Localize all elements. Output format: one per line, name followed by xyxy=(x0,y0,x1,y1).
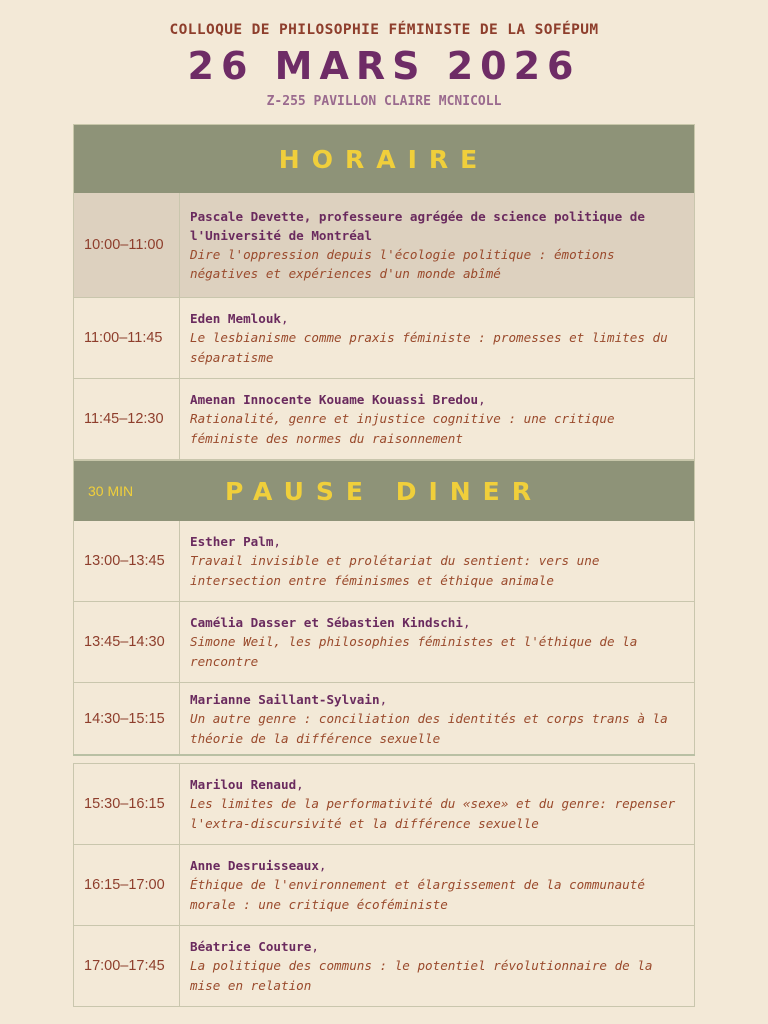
speaker-comma: , xyxy=(311,939,319,954)
event-kicker: COLLOQUE DE PHILOSOPHIE FÉMINISTE DE LA SOFÉPUM xyxy=(169,22,599,38)
session-time: 11:00–11:45 xyxy=(74,298,180,378)
session-details xyxy=(180,926,694,1006)
session-time: 10:00–11:00 xyxy=(74,193,180,297)
session-details xyxy=(180,298,694,378)
session-details xyxy=(180,602,694,682)
schedule-title-band xyxy=(73,124,695,194)
session-row xyxy=(73,193,695,298)
session-details xyxy=(180,845,694,925)
session-speaker xyxy=(190,532,684,551)
session-details xyxy=(180,379,694,459)
section-divider xyxy=(73,754,695,756)
session-time: 15:30–16:15 xyxy=(74,764,180,844)
speaker-comma: , xyxy=(296,777,304,792)
session-talk: La politique des communs : le potentiel révolutionnaire de la mise en relation xyxy=(190,958,653,993)
speaker-name: Anne Desruisseaux xyxy=(190,858,319,873)
session-talk: Un autre genre : conciliation des identités et corps trans à la théorie de la différence sexuelle xyxy=(190,711,668,746)
session-time: 13:45–14:30 xyxy=(74,602,180,682)
session-row xyxy=(73,763,695,845)
speaker-comma: , xyxy=(318,858,327,873)
session-speaker xyxy=(190,856,684,875)
session-speaker xyxy=(190,613,684,632)
speaker-comma: , xyxy=(478,392,486,407)
speaker-name: Amenan Innocente Kouame Kouassi Bredou xyxy=(190,392,479,407)
session-speaker xyxy=(190,390,684,409)
session-details xyxy=(180,521,694,601)
schedule-table xyxy=(73,124,695,1008)
pause-duration: 30 MIN xyxy=(88,483,134,499)
session-details xyxy=(180,683,694,755)
session-row xyxy=(73,926,695,1007)
speaker-name: Eden Memlouk xyxy=(190,311,281,326)
session-row xyxy=(73,521,695,602)
session-time: 13:00–13:45 xyxy=(74,521,180,601)
session-talk: Les limites de la performativité du «sexe» et du genre: repenser l'extra-discursivité et la différence sexuelle xyxy=(190,796,676,831)
speaker-comma: , xyxy=(462,615,471,630)
event-venue: Z-255 PAVILLON CLAIRE MCNICOLL xyxy=(266,94,502,109)
session-time: 17:00–17:45 xyxy=(74,926,180,1006)
session-row xyxy=(73,298,695,379)
pause-label: PAUSE DINER xyxy=(225,476,543,506)
speaker-name: Esther Palm xyxy=(190,534,274,549)
speaker-comma: , xyxy=(273,534,281,549)
pause-band xyxy=(73,460,695,522)
schedule-title: HORAIRE xyxy=(278,144,490,174)
speaker-comma: , xyxy=(281,311,289,326)
session-row xyxy=(73,683,695,756)
session-talk: Travail invisible et prolétariat du sentient: vers une intersection entre féminismes et éthique animale xyxy=(190,553,600,588)
speaker-name: Camélia Dasser et Sébastien Kindschi xyxy=(190,615,463,630)
event-date: 26 MARS 2026 xyxy=(187,44,581,88)
session-row xyxy=(73,845,695,926)
session-row xyxy=(73,602,695,683)
session-speaker xyxy=(190,690,684,709)
session-talk: Rationalité, genre et injustice cognitive : une critique féministe des normes du raisonnement xyxy=(190,411,615,446)
session-details xyxy=(180,764,694,844)
session-speaker: Pascale Devette, professeure agrégée de science politique de l'Université de Montréal xyxy=(190,208,645,243)
speaker-name: Marianne Saillant-Sylvain xyxy=(190,692,380,707)
session-talk: Le lesbianisme comme praxis féministe : promesses et limites du séparatisme xyxy=(190,330,668,365)
session-speaker xyxy=(190,309,684,328)
session-speaker xyxy=(190,937,684,956)
session-talk: Éthique de l'environnement et élargissement de la communauté morale : une critique écoféministe xyxy=(190,877,645,912)
speaker-name: Marilou Renaud xyxy=(190,777,297,792)
session-talk: Dire l'oppression depuis l'écologie politique : émotions négatives et expériences d'un monde abîmé xyxy=(190,246,615,281)
speaker-comma: , xyxy=(379,692,388,707)
session-time: 16:15–17:00 xyxy=(74,845,180,925)
session-time: 14:30–15:15 xyxy=(74,683,180,755)
speaker-name: Béatrice Couture xyxy=(190,939,312,954)
session-speaker xyxy=(190,775,684,794)
session-time: 11:45–12:30 xyxy=(74,379,180,459)
session-details xyxy=(180,193,694,297)
session-row xyxy=(73,379,695,460)
session-talk: Simone Weil, les philosophies féministes et l'éthique de la rencontre xyxy=(190,634,638,669)
